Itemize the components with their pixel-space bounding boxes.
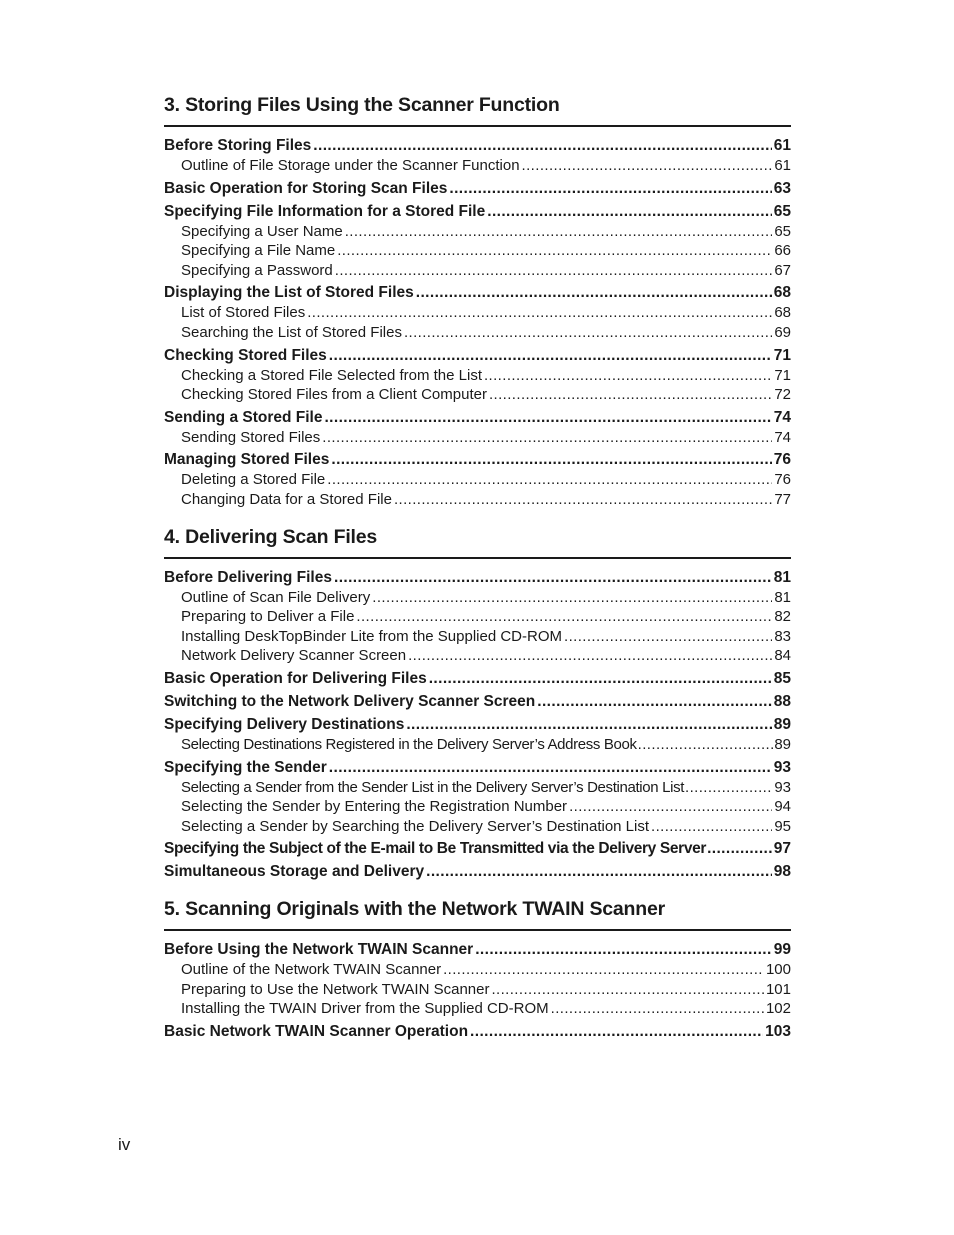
dot-leader (307, 303, 772, 323)
entry-page-number: 66 (774, 242, 791, 260)
dot-leader (345, 222, 773, 242)
dot-leader (313, 136, 771, 156)
dot-leader (470, 1022, 763, 1042)
entry-page-number: 65 (774, 222, 791, 240)
dot-leader (551, 999, 764, 1019)
entry-page-number: 95 (774, 817, 791, 835)
entry-title: Selecting the Sender by Entering the Registration Number (181, 798, 568, 816)
dot-leader (416, 283, 772, 303)
toc-subsection-entry[interactable] (164, 303, 791, 323)
entry-page-number: 94 (774, 798, 791, 816)
entry-title: Changing Data for a Stored File (181, 490, 392, 508)
dot-leader (685, 778, 773, 798)
entry-page-number: 101 (765, 980, 791, 998)
entry-page-number: 81 (774, 588, 791, 606)
entry-title: Sending a Stored File (164, 408, 323, 426)
dot-leader (394, 490, 772, 510)
entry-title: Outline of Scan File Delivery (181, 588, 371, 606)
entry-title: Specifying a User Name (181, 222, 343, 240)
entry-title: Selecting Destinations Registered in the Delivery Server’s Address Book (181, 735, 637, 753)
toc-subsection-entry[interactable] (164, 323, 791, 343)
toc-subsection-entry[interactable] (164, 588, 791, 608)
chapter-title: 3. Storing Files Using the Scanner Function (164, 94, 791, 127)
entry-title: List of Stored Files (181, 304, 306, 322)
toc-subsection-entry[interactable] (164, 261, 791, 281)
entry-title: Outline of File Storage under the Scanner Function (181, 157, 520, 174)
entry-page-number: 100 (765, 961, 791, 979)
toc-section-entry[interactable] (164, 692, 791, 712)
dot-leader (324, 408, 771, 428)
entry-page-number: 89 (774, 735, 791, 753)
dot-leader (356, 607, 772, 627)
dot-leader (489, 385, 772, 405)
toc-section-entry[interactable] (164, 179, 791, 199)
chapter-title: 4. Delivering Scan Files (164, 526, 791, 559)
toc-entry-list (164, 931, 791, 1042)
entry-title: Specifying File Information for a Stored File (164, 202, 486, 220)
entry-title: Specifying the Subject of the E-mail to Be Transmitted via the Delivery Server (164, 840, 707, 858)
dot-leader (443, 960, 764, 980)
toc-section-entry[interactable] (164, 450, 791, 470)
toc-section-entry[interactable] (164, 346, 791, 366)
toc-subsection-entry[interactable] (164, 490, 791, 510)
toc-subsection-entry[interactable] (164, 385, 791, 405)
toc-section-entry[interactable] (164, 408, 791, 428)
toc-section-entry[interactable] (164, 839, 791, 859)
dot-leader (475, 940, 772, 960)
entry-page-number: 68 (774, 304, 791, 322)
entry-title: Preparing to Deliver a File (181, 608, 355, 626)
toc-subsection-entry[interactable] (164, 960, 791, 980)
dot-leader (329, 346, 772, 366)
entry-title: Selecting a Sender by Searching the Delivery Server’s Destination List (181, 817, 650, 835)
entry-title: Checking Stored Files from a Client Computer (181, 386, 487, 404)
entry-title: Before Delivering Files (164, 568, 332, 586)
dot-leader (406, 715, 771, 735)
dot-leader (537, 692, 771, 712)
dot-leader (638, 735, 774, 755)
entry-title: Outline of the Network TWAIN Scanner (181, 961, 442, 979)
entry-page-number: 93 (773, 758, 791, 776)
entry-title: Specifying the Sender (164, 758, 327, 776)
entry-title: Preparing to Use the Network TWAIN Scanner (181, 980, 490, 998)
toc-chapter (164, 526, 791, 883)
toc-subsection-entry[interactable] (164, 999, 791, 1019)
dot-leader (487, 202, 772, 222)
dot-leader (707, 839, 773, 859)
entry-page-number: 72 (774, 386, 791, 404)
entry-title: Specifying Delivery Destinations (164, 715, 405, 733)
entry-page-number: 68 (773, 284, 791, 302)
entry-page-number: 67 (774, 261, 791, 279)
entry-title: Displaying the List of Stored Files (164, 284, 414, 302)
entry-title: Searching the List of Stored Files (181, 323, 402, 341)
entry-page-number: 61 (773, 137, 791, 154)
entry-page-number: 88 (773, 692, 791, 710)
toc-section-entry[interactable] (164, 862, 791, 882)
toc-subsection-entry[interactable] (164, 646, 791, 666)
entry-page-number: 84 (774, 647, 791, 665)
entry-title: Before Storing Files (164, 137, 312, 154)
dot-leader (331, 450, 771, 470)
entry-title: Checking a Stored File Selected from the List (181, 366, 482, 384)
toc-subsection-entry[interactable] (164, 817, 791, 837)
entry-page-number: 71 (773, 346, 791, 364)
dot-leader (337, 241, 772, 261)
toc-subsection-entry[interactable] (164, 366, 791, 386)
chapter-title: 5. Scanning Originals with the Network TWAIN Scanner (164, 898, 791, 931)
toc-section-entry[interactable] (164, 1022, 791, 1042)
toc-subsection-entry[interactable] (164, 607, 791, 627)
dot-leader (484, 366, 772, 386)
toc-entry-list (164, 127, 791, 510)
entry-title: Network Delivery Scanner Screen (181, 647, 407, 665)
entry-page-number: 74 (774, 428, 791, 446)
entry-page-number: 103 (765, 1023, 791, 1041)
entry-title: Checking Stored Files (164, 346, 327, 364)
toc-section-entry[interactable] (164, 940, 791, 960)
toc-section-entry[interactable] (164, 715, 791, 735)
entry-title: Installing the TWAIN Driver from the Supplied CD-ROM (181, 1000, 549, 1018)
dot-leader (329, 758, 772, 778)
entry-page-number: 76 (773, 451, 791, 469)
dot-leader (408, 646, 772, 666)
toc-subsection-entry[interactable] (164, 627, 791, 647)
entry-page-number: 98 (773, 863, 791, 881)
entry-page-number: 97 (773, 840, 791, 858)
entry-page-number: 89 (773, 715, 791, 733)
entry-page-number: 81 (773, 568, 791, 586)
entry-title: Managing Stored Files (164, 451, 330, 469)
entry-title: Basic Operation for Storing Scan Files (164, 179, 448, 197)
entry-title: Selecting a Sender from the Sender List in the Delivery Server’s Destination List (181, 778, 685, 796)
toc-subsection-entry[interactable] (164, 428, 791, 448)
entry-title: Before Using the Network TWAIN Scanner (164, 941, 474, 959)
dot-leader (491, 980, 764, 1000)
entry-page-number: 99 (773, 941, 791, 959)
entry-page-number: 74 (773, 408, 791, 426)
entry-title: Simultaneous Storage and Delivery (164, 863, 425, 881)
entry-title: Sending Stored Files (181, 428, 321, 446)
entry-page-number: 76 (774, 471, 791, 489)
entry-page-number: 85 (773, 669, 791, 687)
entry-page-number: 102 (765, 1000, 791, 1018)
toc-entry-list (164, 559, 791, 883)
entry-page-number: 82 (774, 608, 791, 626)
toc-subsection-entry[interactable] (164, 222, 791, 242)
entry-title: Specifying a File Name (181, 242, 336, 260)
dot-leader (429, 669, 772, 689)
dot-leader (322, 428, 772, 448)
entry-page-number: 83 (774, 627, 791, 645)
toc-section-entry[interactable] (164, 283, 791, 303)
dot-leader (334, 568, 772, 588)
dot-leader (564, 627, 772, 647)
toc-subsection-entry[interactable] (164, 156, 791, 176)
dot-leader (449, 179, 771, 199)
entry-title: Specifying a Password (181, 261, 333, 279)
entry-page-number: 69 (774, 323, 791, 341)
dot-leader (522, 156, 773, 176)
toc-subsection-entry[interactable] (164, 470, 791, 490)
toc-section-entry[interactable] (164, 568, 791, 588)
entry-page-number: 77 (774, 490, 791, 508)
toc-section-entry[interactable] (164, 758, 791, 778)
toc-section-entry[interactable] (164, 669, 791, 689)
toc-subsection-entry[interactable] (164, 797, 791, 817)
toc-section-entry[interactable] (164, 136, 791, 156)
entry-title: Basic Operation for Delivering Files (164, 669, 427, 687)
entry-page-number: 63 (773, 179, 791, 197)
entry-title: Basic Network TWAIN Scanner Operation (164, 1023, 469, 1041)
entry-title: Installing DeskTopBinder Lite from the Supplied CD-ROM (181, 627, 562, 645)
toc-chapter (164, 898, 791, 1042)
toc-subsection-entry[interactable] (164, 241, 791, 261)
entry-title: Switching to the Network Delivery Scanner Screen (164, 692, 536, 710)
dot-leader (569, 797, 772, 817)
entry-page-number: 65 (773, 202, 791, 220)
toc-subsection-entry[interactable] (164, 735, 791, 755)
toc-subsection-entry[interactable] (164, 778, 791, 798)
entry-title: Deleting a Stored File (181, 471, 326, 489)
page-number: iv (118, 1135, 131, 1154)
dot-leader (426, 862, 772, 882)
entry-page-number: 93 (774, 778, 791, 796)
toc-chapter (164, 94, 791, 510)
entry-page-number: 71 (774, 366, 791, 384)
dot-leader (651, 817, 772, 837)
entry-page-number: 61 (774, 157, 791, 174)
dot-leader (372, 588, 772, 608)
dot-leader (404, 323, 772, 343)
toc-subsection-entry[interactable] (164, 980, 791, 1000)
dot-leader (327, 470, 772, 490)
table-of-contents (164, 94, 791, 1058)
toc-section-entry[interactable] (164, 202, 791, 222)
dot-leader (335, 261, 773, 281)
